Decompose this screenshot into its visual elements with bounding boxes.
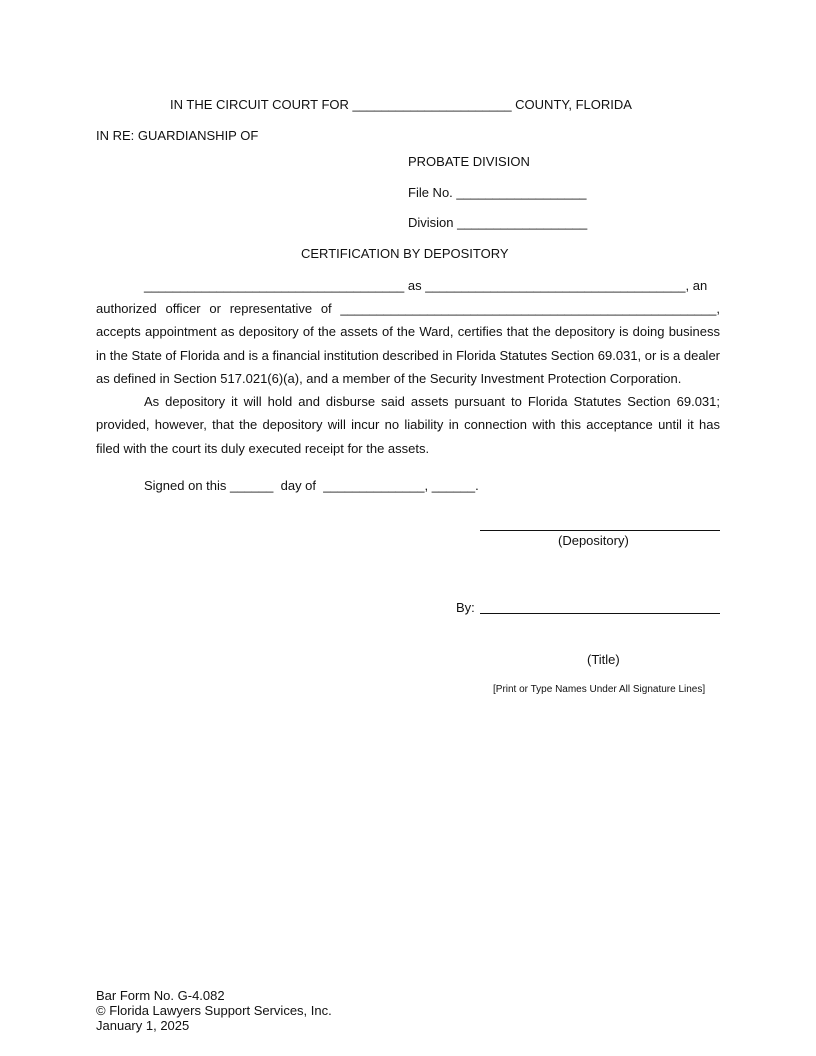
depository-signature-line	[480, 530, 720, 531]
certification-paragraph	[96, 297, 720, 390]
division-field: Division __________________	[408, 215, 588, 230]
signature-note: [Print or Type Names Under All Signature Lines]	[493, 684, 706, 695]
probate-division-label: PROBATE DIVISION	[408, 154, 530, 169]
by-label: By:	[456, 600, 475, 615]
signed-date-line: Signed on this ______ day of ______________, ______.	[144, 478, 479, 493]
title-label: (Title)	[587, 652, 620, 667]
officer-name-line: ____________________________________ as ____________________________________, an	[144, 278, 708, 293]
file-number-field: File No. __________________	[408, 185, 587, 200]
document-title: CERTIFICATION BY DEPOSITORY	[301, 246, 509, 261]
bar-form-number: Bar Form No. G-4.082	[96, 988, 225, 1003]
depository-text: As depository it will hold and disburse said assets pursuant to Florida Statutes Section 69.031; provided, however, that the depository will incur no liability in connection with this acceptance until it has filed with the court its duly executed receipt for the assets.	[96, 394, 720, 456]
depository-paragraph	[96, 390, 720, 460]
certification-text: authorized officer or representative of ____________________________________________________, accepts appointment as depository of the assets of the Ward, certifies that the depository is doing business in the State of Florida and is a financial institution described in Florida Statutes Section 69.031, or is a dealer as defined in Section 517.021(6)(a), and a member of the Security Investment Protection Corporation.	[96, 301, 720, 386]
by-signature-line	[480, 613, 720, 614]
court-heading: IN THE CIRCUIT COURT FOR ______________________ COUNTY, FLORIDA	[170, 97, 632, 112]
depository-label: (Depository)	[558, 533, 629, 548]
in-re-caption: IN RE: GUARDIANSHIP OF	[96, 128, 259, 143]
form-date: January 1, 2025	[96, 1018, 190, 1033]
copyright-notice: © Florida Lawyers Support Services, Inc.	[96, 1003, 332, 1018]
